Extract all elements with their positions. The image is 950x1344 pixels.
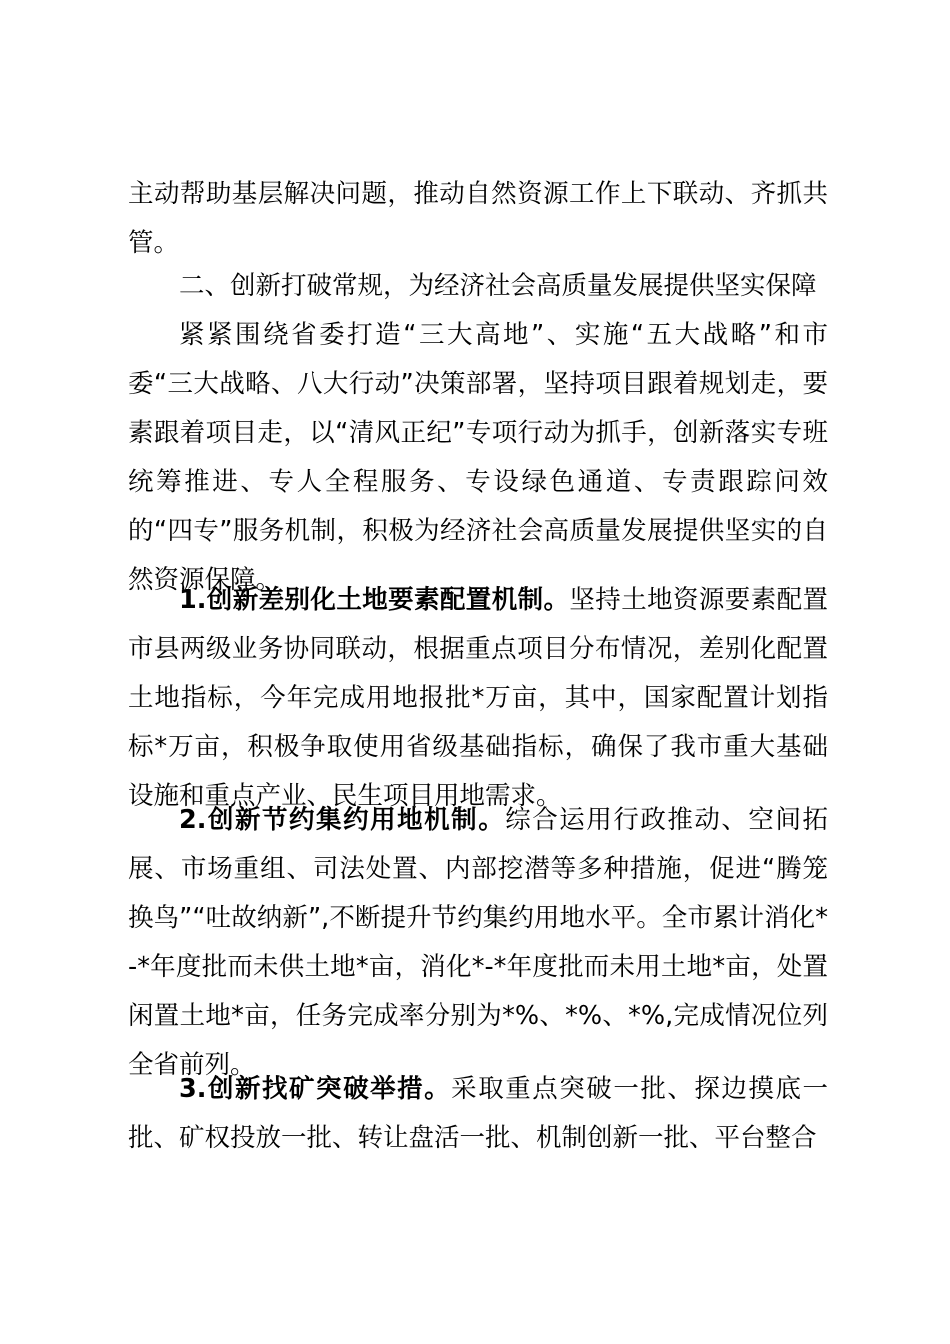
- paragraph-item-3: [128, 1065, 828, 1163]
- paragraph-item-1: [128, 576, 828, 821]
- paragraph-text: 采取重点突破一批、探边摸底一批、矿权投放一批、转让盘活一批、机制创新一批、平台整合: [128, 1074, 828, 1153]
- section-heading: [128, 262, 828, 311]
- item-heading: 1.创新差别化土地要素配置机制。: [179, 585, 570, 615]
- paragraph-item-2: [128, 796, 828, 1090]
- paragraph-text: 紧紧围绕省委打造“三大高地”、实施“五大战略”和市委“三大战略、八大行动”决策部署，坚持项目跟着规划走，要素跟着项目走，以“清风正纪”专项行动为抓手，创新落实专班统筹推进、专人全程服务、专设绿色通道、专责跟踪问效的“四专”服务机制，积极为经济社会高质量发展提供坚实的自然资源保障。: [128, 320, 828, 595]
- section-heading-text: 二、创新打破常规，为经济社会高质量发展提供坚实保障: [179, 271, 817, 301]
- paragraph-intro: [128, 311, 828, 605]
- paragraph-text: 综合运用行政推动、空间拓展、市场重组、司法处置、内部挖潜等多种措施，促进“腾笼换鸟”“吐故纳新”,不断提升节约集约用地水平。全市累计消化*-*年度批而未供土地*亩，消化*-*年度批而未用土地*亩，处置闲置土地*亩，任务完成率分别为*%、*%、*%,完成情况位列全省前列。: [128, 805, 828, 1080]
- paragraph-continuation: [128, 170, 828, 268]
- paragraph-text: 主动帮助基层解决问题，推动自然资源工作上下联动、齐抓共管。: [128, 179, 828, 258]
- item-heading: 3.创新找矿突破举措。: [179, 1074, 452, 1104]
- item-heading: 2.创新节约集约用地机制。: [179, 805, 506, 835]
- paragraph-text: 坚持土地资源要素配置市县两级业务协同联动，根据重点项目分布情况，差别化配置土地指标，今年完成用地报批*万亩，其中，国家配置计划指标*万亩，积极争取使用省级基础指标，确保了我市重大基础设施和重点产业、民生项目用地需求。: [128, 585, 828, 811]
